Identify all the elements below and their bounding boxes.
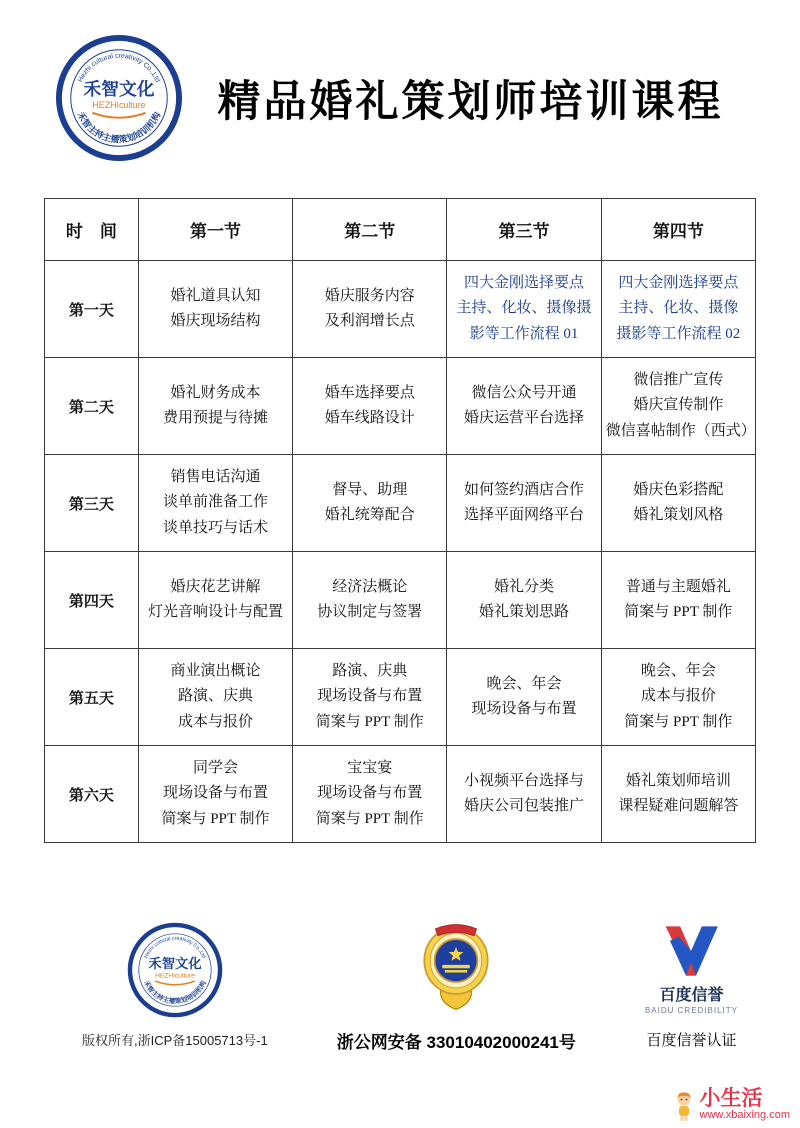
- footer-baidu-block: [645, 922, 738, 1050]
- course-cell-line: 婚车线路设计: [324, 410, 415, 426]
- table-row: [45, 552, 756, 649]
- police-registration-text: 浙公网安备 33010402000241号: [336, 1033, 576, 1052]
- footer-police-block: [337, 922, 576, 1053]
- header-session-4: 第四节: [601, 199, 755, 261]
- svg-text:Hezhi cultural creativity Co.,: Hezhi cultural creativity Co.,Ltd: [77, 52, 161, 84]
- svg-text:禾智主持主播策划培训机构: 禾智主持主播策划培训机构: [75, 110, 163, 145]
- course-cell-line: 成本与报价: [177, 713, 253, 730]
- watermark-texts: [700, 1088, 790, 1122]
- course-cell-line: 主持、化妆、摄像: [618, 300, 739, 317]
- svg-text:禾智主持主播策划培训机构: 禾智主持主播策划培训机构: [141, 979, 208, 1006]
- table-row: [45, 746, 756, 843]
- hezhi-logo-icon: [127, 922, 223, 1018]
- course-cell-line: 现场设备与布置: [317, 688, 423, 705]
- course-cell: [601, 552, 755, 649]
- course-cell-line: 如何签约酒店合作: [464, 481, 585, 498]
- course-cell-line: 婚礼道具认知: [170, 287, 261, 304]
- watermark-url: www.xbaixing.com: [699, 1109, 790, 1122]
- course-cell-line: 经济法概论: [332, 578, 408, 595]
- svg-text:Hezhi cultural creativity Co.,: Hezhi cultural creativity Co.,Ltd: [143, 935, 207, 960]
- course-cell-line: 婚庆公司包装推广: [464, 798, 585, 814]
- course-cell: [601, 746, 755, 843]
- copyright-text: 版权所有,浙ICP备15005713号-1: [82, 1033, 268, 1048]
- course-cell-line: 婚庆现场结构: [170, 313, 261, 329]
- page-title: 精品婚礼策划师培训课程: [217, 77, 724, 126]
- course-cell-line: 费用预提与待摊: [162, 410, 268, 426]
- course-cell-line: 婚庆宣传制作: [633, 397, 724, 414]
- course-cell-line: 摄影等工作流程 02: [616, 325, 741, 342]
- course-cell-line: 协议制定与签署: [317, 604, 423, 620]
- course-cell: [138, 649, 292, 746]
- course-cell-line: 婚礼统筹配合: [324, 507, 415, 523]
- course-cell-line: 现场设备与布置: [317, 785, 423, 802]
- course-cell-line: 婚礼分类: [494, 578, 555, 595]
- course-cell: [293, 358, 447, 455]
- course-cell-line: 普通与主题婚礼: [625, 578, 731, 595]
- day-label: 第六天: [45, 746, 139, 843]
- course-cell: [601, 649, 755, 746]
- course-cell-line: 选择平面网络平台: [464, 507, 585, 523]
- course-cell: [293, 649, 447, 746]
- course-cell-line: 微信喜帖制作（西式）: [605, 422, 756, 439]
- course-cell: [447, 358, 601, 455]
- course-cell-line: 现场设备与布置: [162, 785, 268, 802]
- course-cell: [293, 746, 447, 843]
- course-cell-line: 主持、化妆、摄像摄: [456, 300, 592, 317]
- course-cell: [138, 746, 292, 843]
- watermark-title: 小生活: [699, 1087, 763, 1111]
- course-cell: [138, 358, 292, 455]
- day-label: 第一天: [45, 261, 139, 358]
- course-cell-line: 路演、庆典: [177, 688, 253, 705]
- course-cell-line: 谈单技巧与话术: [162, 519, 268, 536]
- course-cell-line: 婚庆运营平台选择: [464, 410, 585, 426]
- course-cell: [447, 552, 601, 649]
- course-cell-line: 婚庆服务内容: [324, 287, 415, 304]
- course-cell-line: 简案与 PPT 制作: [624, 713, 733, 730]
- course-cell: [293, 552, 447, 649]
- course-cell-line: 晚会、年会: [486, 675, 562, 692]
- course-cell: [601, 358, 755, 455]
- svg-text:HEZHIculture: HEZHIculture: [154, 972, 195, 980]
- course-cell-line: 婚礼策划风格: [633, 507, 724, 523]
- course-cell-line: 课程疑难问题解答: [618, 798, 739, 814]
- course-cell: [447, 746, 601, 843]
- course-table-body: [45, 261, 756, 843]
- course-cell-line: 路演、庆典: [332, 662, 408, 679]
- course-cell-line: 及利润增长点: [324, 313, 415, 329]
- course-cell-line: 灯光音响设计与配置: [147, 604, 283, 620]
- course-cell-line: 谈单前准备工作: [162, 494, 268, 511]
- course-cell: [447, 455, 601, 552]
- course-cell-line: 商业演出概论: [170, 662, 261, 679]
- course-cell: [138, 552, 292, 649]
- course-cell-line: 婚礼策划师培训: [625, 772, 731, 789]
- course-cell-line: 婚礼策划思路: [479, 604, 570, 620]
- course-cell-line: 简案与 PPT 制作: [624, 604, 733, 620]
- course-cell-line: 简案与 PPT 制作: [315, 810, 424, 827]
- header-time: 时 间: [45, 199, 139, 261]
- course-cell: [601, 261, 755, 358]
- footer-copyright-block: [82, 922, 268, 1049]
- day-label: 第三天: [45, 455, 139, 552]
- course-table-wrap: [44, 198, 756, 843]
- header-session-1: 第一节: [138, 199, 292, 261]
- course-cell-line: 婚庆花艺讲解: [170, 578, 261, 595]
- footer: [0, 922, 800, 1053]
- header-session-2: 第二节: [293, 199, 447, 261]
- police-badge-icon: [412, 922, 500, 1018]
- hezhi-logo-icon: [55, 34, 183, 162]
- course-cell-line: 四大金刚选择要点: [618, 274, 739, 291]
- course-cell-line: 销售电话沟通: [170, 468, 261, 485]
- course-cell: [138, 261, 292, 358]
- svg-text:HEZHIculture: HEZHIculture: [92, 99, 146, 110]
- header: [0, 0, 800, 162]
- course-cell: [138, 455, 292, 552]
- course-cell: [447, 261, 601, 358]
- watermark: [672, 1088, 790, 1122]
- baidu-subtitle: BAIDU CREDIBILITY: [644, 1006, 738, 1015]
- baidu-title: 百度信誉: [659, 987, 724, 1004]
- course-table-head-row: [45, 199, 756, 261]
- course-cell-line: 晚会、年会: [640, 662, 716, 679]
- course-cell-line: 婚礼财务成本: [170, 384, 261, 401]
- course-cell-line: 影等工作流程 01: [469, 325, 579, 342]
- course-table: [44, 198, 756, 843]
- course-cell-line: 成本与报价: [640, 688, 716, 705]
- course-cell-line: 小视频平台选择与: [464, 772, 585, 789]
- table-row: [45, 358, 756, 455]
- course-cell-line: 现场设备与布置: [471, 701, 577, 717]
- course-cell: [447, 649, 601, 746]
- course-cell-line: 婚车选择要点: [324, 384, 415, 401]
- course-cell-line: 四大金刚选择要点: [464, 274, 585, 291]
- course-cell: [293, 455, 447, 552]
- header-session-3: 第三节: [447, 199, 601, 261]
- course-cell-line: 督导、助理: [332, 481, 408, 498]
- course-cell: [293, 261, 447, 358]
- svg-text:禾智文化: 禾智文化: [148, 955, 202, 971]
- table-row: [45, 261, 756, 358]
- mascot-icon: [672, 1090, 696, 1122]
- course-cell-line: 宝宝宴: [347, 759, 393, 776]
- day-label: 第四天: [45, 552, 139, 649]
- course-cell-line: 微信公众号开通: [471, 384, 577, 401]
- baidu-cert-text: 百度信誉认证: [646, 1032, 737, 1049]
- day-label: 第五天: [45, 649, 139, 746]
- course-cell-line: 简案与 PPT 制作: [161, 810, 270, 827]
- svg-text:禾智文化: 禾智文化: [83, 79, 155, 100]
- table-row: [45, 649, 756, 746]
- course-cell-line: 简案与 PPT 制作: [315, 713, 424, 730]
- table-row: [45, 455, 756, 552]
- course-cell: [601, 455, 755, 552]
- baidu-credibility-icon: [658, 922, 724, 980]
- course-cell-line: 婚庆色彩搭配: [633, 481, 724, 498]
- course-cell-line: 微信推广宣传: [633, 371, 724, 388]
- day-label: 第二天: [45, 358, 139, 455]
- course-cell-line: 同学会: [192, 759, 238, 776]
